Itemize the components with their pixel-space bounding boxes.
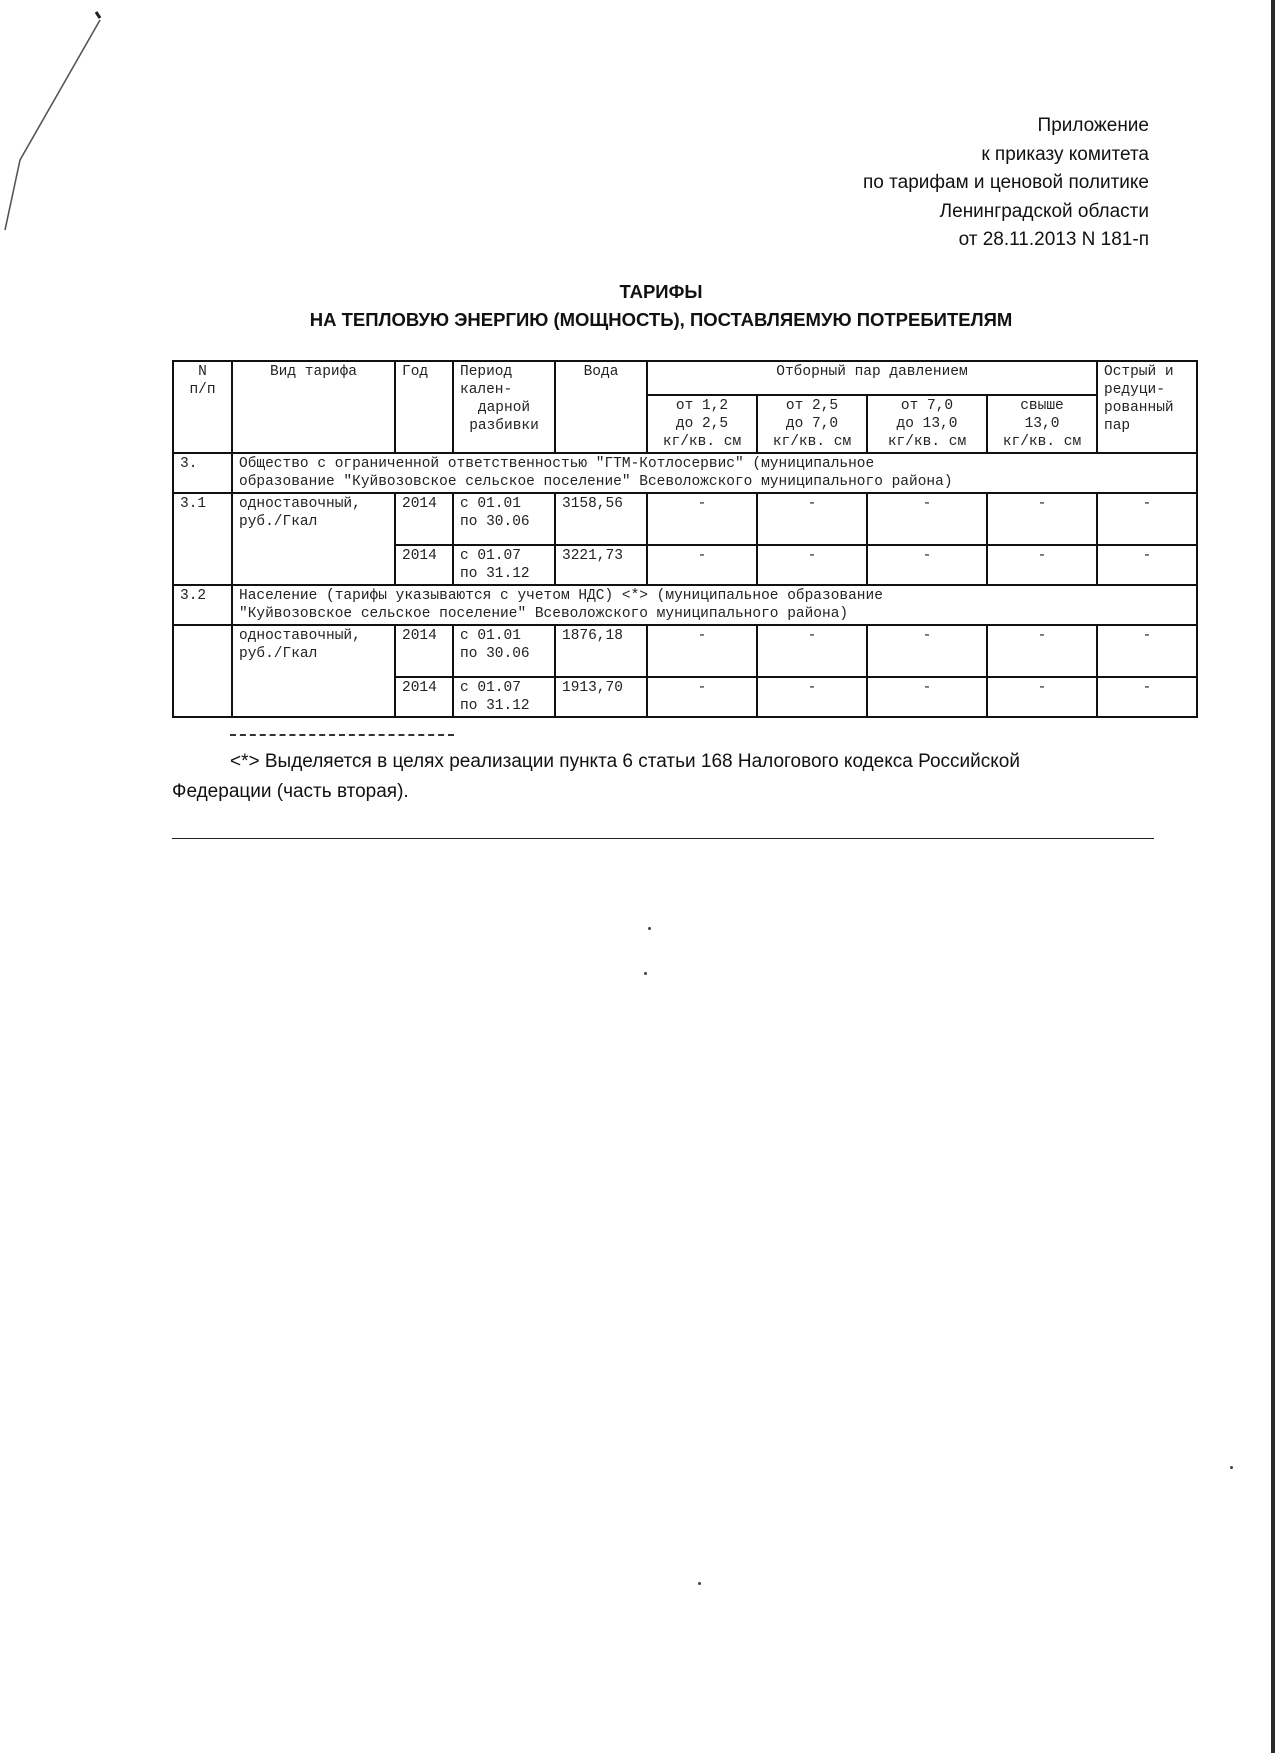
sharp-steam-cell: - [1097,677,1197,717]
table-row [173,493,1197,545]
header-steam-group: Отборный пар давлением [647,361,1097,395]
section-title: Общество с ограниченной ответственностью "ГТМ-Котлосервис" (муниципальное образование "Куйвозовское сельское поселение" Всеволожского муниципального района) [232,453,1197,493]
header-sharp-steam: Острый и редуци- рованный пар [1097,361,1197,453]
section-title: Население (тарифы указываются с учетом НДС) <*> (муниципальное образование "Куйвозовское сельское поселение" Всеволожского муниципального района) [232,585,1197,625]
footnote-line: <*> Выделяется в целях реализации пункта 6 статьи 168 Налогового кодекса Российской [230,751,1020,772]
steam-cell: - [867,545,987,585]
header-steam-col: от 2,5 до 7,0 кг/кв. см [757,395,867,453]
water-cell: 1913,70 [555,677,647,717]
steam-cell: - [757,677,867,717]
steam-cell: - [647,625,757,677]
appendix-line: к приказу комитета [981,143,1149,165]
scan-speck [648,927,651,930]
row-num: 3. [173,453,232,493]
steam-cell: - [987,493,1097,545]
steam-cell: - [987,545,1097,585]
row-num: 3.1 [173,493,232,585]
scan-speck [698,1582,701,1585]
header-year: Год [395,361,453,453]
end-rule [172,838,1154,839]
scan-artifact [0,0,110,240]
row-num: 3.2 [173,585,232,625]
appendix-line: по тарифам и ценовой политике [863,172,1149,193]
sharp-steam-cell: - [1097,625,1197,677]
header-period: Период кален- дарной разбивки [453,361,555,453]
period-cell: с 01.01 по 30.06 [453,625,555,677]
scan-speck [644,972,647,975]
header-tariff-type: Вид тарифа [232,361,395,453]
appendix-line: от 28.11.2013 N 181-п [958,229,1149,250]
footnote-separator [230,734,454,736]
period-cell: с 01.07 по 31.12 [453,677,555,717]
period-cell: с 01.07 по 31.12 [453,545,555,585]
table-row [173,625,1197,677]
title-line: НА ТЕПЛОВУЮ ЭНЕРГИЮ (МОЩНОСТЬ), ПОСТАВЛЯЕМУЮ ПОТРЕБИТЕЛЯМ [309,309,1013,330]
year-cell: 2014 [395,493,453,545]
water-cell: 3221,73 [555,545,647,585]
title-line: ТАРИФЫ [619,281,703,302]
steam-cell: - [867,625,987,677]
steam-cell: - [647,493,757,545]
tariff-type-cell: одноставочный, руб./Гкал [232,493,395,585]
tariffs-table [172,360,1198,718]
sharp-steam-cell: - [1097,545,1197,585]
appendix-header [863,112,1149,255]
period-cell: с 01.01 по 30.06 [453,493,555,545]
year-cell: 2014 [395,545,453,585]
header-steam-col: свыше 13,0 кг/кв. см [987,395,1097,453]
steam-cell: - [987,677,1097,717]
footnote [172,747,1152,807]
table-row [173,453,1197,493]
tariff-type-cell: одноставочный, руб./Гкал [232,625,395,717]
water-cell: 1876,18 [555,625,647,677]
header-water: Вода [555,361,647,453]
steam-cell: - [757,545,867,585]
header-steam-col: от 1,2 до 2,5 кг/кв. см [647,395,757,453]
water-cell: 3158,56 [555,493,647,545]
table-row [173,585,1197,625]
year-cell: 2014 [395,625,453,677]
steam-cell: - [867,677,987,717]
table-header-row [173,361,1197,395]
steam-cell: - [647,545,757,585]
steam-cell: - [757,625,867,677]
header-num: N п/п [173,361,232,453]
steam-cell: - [647,677,757,717]
steam-cell: - [757,493,867,545]
document-title [0,278,1275,334]
footnote-line: Федерации (часть вторая). [172,781,409,802]
row-num [173,625,232,717]
steam-cell: - [987,625,1097,677]
header-steam-col: от 7,0 до 13,0 кг/кв. см [867,395,987,453]
steam-cell: - [867,493,987,545]
appendix-line: Ленинградской области [939,200,1149,222]
sharp-steam-cell: - [1097,493,1197,545]
scan-speck [1230,1466,1233,1469]
year-cell: 2014 [395,677,453,717]
appendix-line: Приложение [1037,115,1149,136]
scan-border [1271,0,1275,1753]
